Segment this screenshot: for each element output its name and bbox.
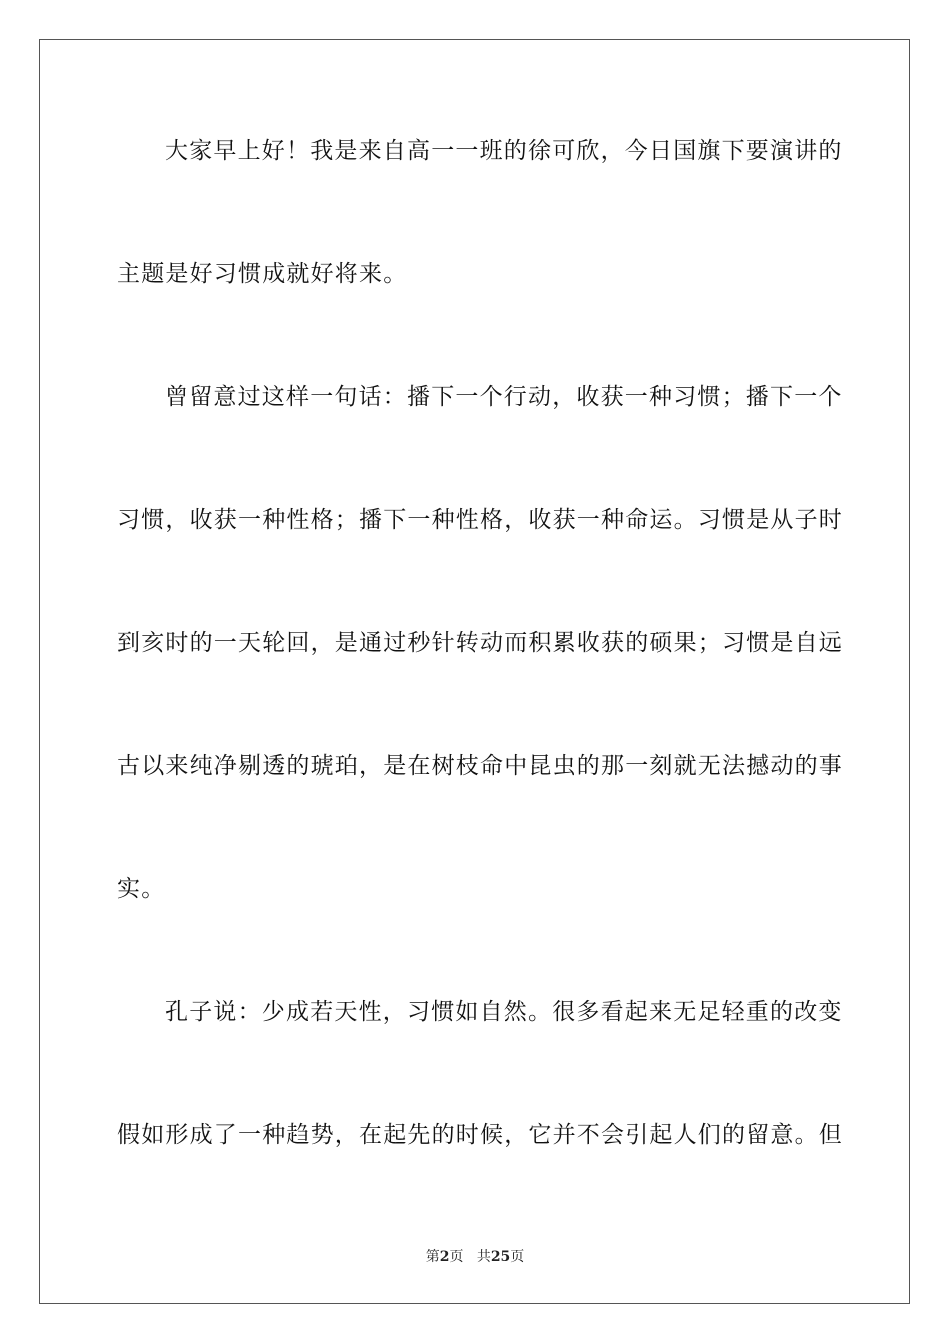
text-line-6: 古以来纯净剔透的琥珀，是在树枝命中昆虫的那一刻就无法撼动的事 (117, 753, 843, 779)
text-line-2: 主题是好习惯成就好将来。 (117, 261, 408, 287)
text-line-3: 曾留意过这样一句话：播下一个行动，收获一种习惯；播下一个 (165, 384, 843, 410)
page-number: 2 (439, 1249, 450, 1265)
text-line-5: 到亥时的一天轮回，是通过秒针转动而积累收获的硕果；习惯是自远 (117, 630, 843, 656)
text-line-8: 孔子说：少成若天性，习惯如自然。很多看起来无足轻重的改变 (165, 999, 843, 1025)
page-footer (0, 1248, 950, 1266)
text-line-9: 假如形成了一种趋势，在起先的时候，它并不会引起人们的留意。但 (117, 1122, 843, 1148)
text-line-4: 习惯，收获一种性格；播下一种性格，收获一种命运。习惯是从子时 (117, 507, 843, 533)
total-pages: 25 (490, 1249, 511, 1265)
page-suffix: 页 (449, 1249, 464, 1265)
total-suffix: 页 (510, 1249, 525, 1265)
page-prefix: 第 (425, 1249, 440, 1265)
text-line-7: 实。 (117, 876, 166, 902)
page-border (39, 39, 910, 1304)
total-prefix: 共 (476, 1249, 491, 1265)
text-line-1: 大家早上好！我是来自高一一班的徐可欣，今日国旗下要演讲的 (165, 138, 843, 164)
